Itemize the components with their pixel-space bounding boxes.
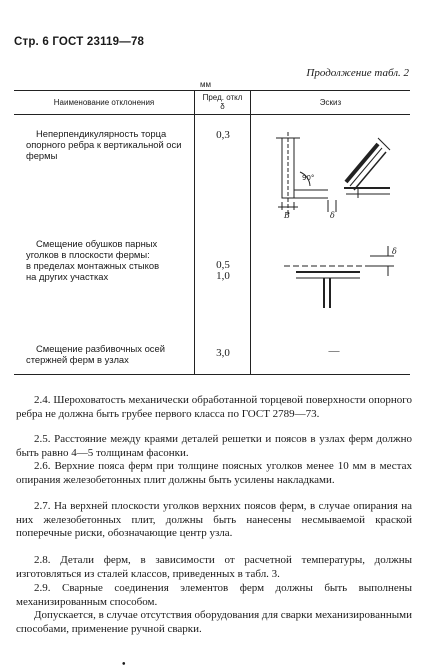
row-3-name: Смещение разбивочных осей стержней ферм в узлах (26, 343, 165, 365)
col-header-tolerance: Пред. откл δ (202, 93, 243, 111)
sketch-end-perpendicularity (266, 130, 406, 220)
row-2-name (26, 238, 190, 282)
col-header-name: Наименование отклонения (53, 98, 155, 107)
unit-label: мм (200, 80, 211, 89)
row-2-name-line-1: Смещение обушков парных уголков в плоскости фермы: (26, 238, 158, 260)
row-2-value-2: 1,0 (216, 270, 230, 282)
paragraph-2-7: 2.7. На верхней плоскости уголков верхних поясов ферм, в случае опирания на них железобетонных плит, должны быть нанесены несмываемой краской поперечные риски, обозначающие центр узла. (16, 500, 412, 540)
table-header-rule (14, 114, 410, 115)
table-bottom-rule (14, 374, 410, 375)
table-col-divider-2 (250, 90, 251, 374)
sketch-angle-offset (284, 242, 404, 312)
paragraph-note: Допускается, в случае отсутствия оборудования для сварки механизированными способами, применение ручной сварки. (16, 609, 412, 635)
table-continuation-label: Продолжение табл. 2 (306, 67, 409, 79)
row-3-value: 3,0 (216, 347, 230, 359)
sketch-delta-label-1: δ (330, 211, 335, 220)
paragraph-2-9: 2.9. Сварные соединения элементов ферм должны быть выполнены механизированным способом. (16, 582, 412, 608)
sketch-b-label: B (284, 211, 290, 220)
sketch-delta-label-2: δ (392, 247, 397, 256)
sketch-angle-label: 90° (302, 174, 315, 182)
row-2-name-line-2: в пределах монтажных стыков (26, 260, 160, 271)
paragraph-2-8: 2.8. Детали ферм, в зависимости от расчетной температуры, должны изготовляться из сталей классов, приведенных в табл. 3. (16, 554, 412, 580)
row-1-name: Неперпендикулярность торца опорного ребра к вертикальной оси фермы (26, 128, 182, 161)
footer-mark: • (122, 659, 126, 670)
paragraph-2-5: 2.5. Расстояние между краями деталей решетки и поясов в узлах ферм должно быть равно 4—5 толщинам фасонки. (16, 433, 412, 459)
row-3-sketch-dash: — (328, 345, 340, 357)
col-header-sketch: Эскиз (319, 98, 342, 107)
paragraph-2-4: 2.4. Шероховатость механически обработанной торцевой поверхности опорного ребра не должна быть грубее первого класса по ГОСТ 2789—73. (16, 394, 412, 420)
page-header: Стр. 6 ГОСТ 23119—78 (14, 36, 145, 48)
row-2-name-line-3: на других участках (26, 271, 109, 282)
deviation-table (14, 90, 410, 375)
row-1-value: 0,3 (216, 129, 230, 141)
paragraph-2-6: 2.6. Верхние пояса ферм при толщине поясных уголков менее 10 мм в местах опирания железобетонных плит должны быть усилены накладками. (16, 460, 412, 486)
table-col-divider-1 (194, 90, 195, 374)
table-top-rule (14, 90, 410, 91)
row-2-value-1: 0,5 (216, 259, 230, 271)
